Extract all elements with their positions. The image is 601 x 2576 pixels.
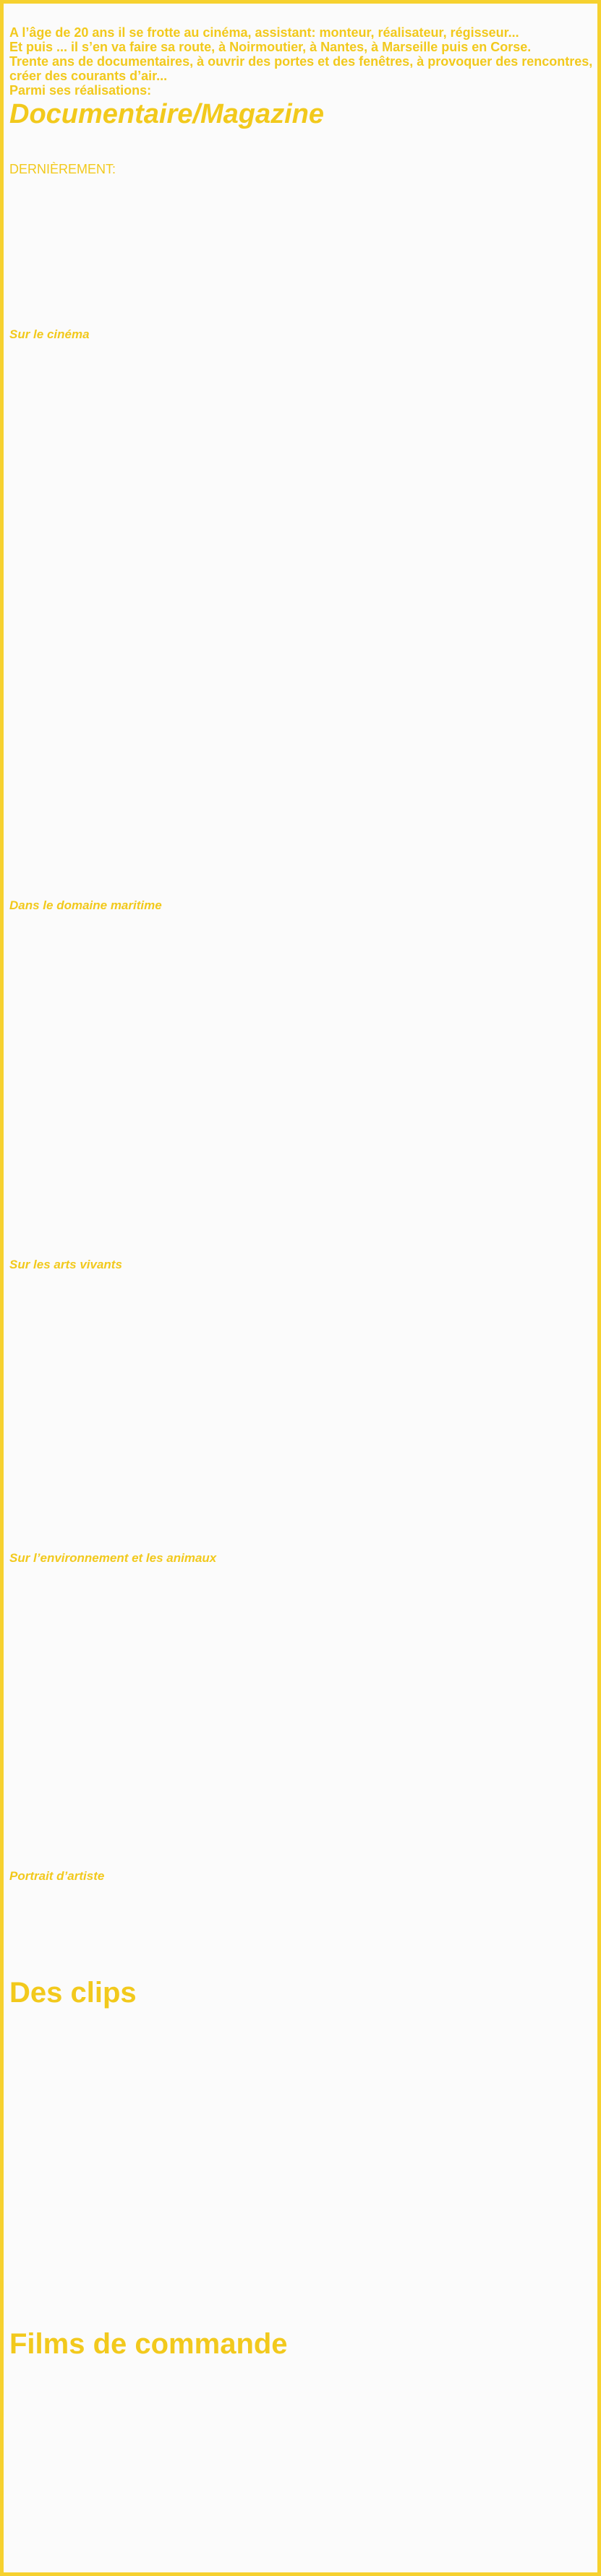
- heading-environnement-animaux: Sur l’environnement et les animaux: [9, 1551, 217, 1565]
- heading-domaine-maritime: Dans le domaine maritime: [9, 898, 162, 912]
- intro-text: [9, 25, 599, 98]
- intro-line-4: Parmi ses réalisations:: [9, 83, 152, 98]
- heading-documentaire-magazine: Documentaire/Magazine: [9, 99, 324, 129]
- heading-films-de-commande: Films de commande: [9, 2328, 288, 2360]
- label-dernierement: DERNIÈREMENT:: [9, 162, 116, 176]
- intro-line-1: A l’âge de 20 ans il se frotte au cinéma, assistant: monteur, réalisateur, régisseur...: [9, 25, 519, 40]
- heading-arts-vivants: Sur les arts vivants: [9, 1258, 122, 1271]
- heading-sur-le-cinema: Sur le cinéma: [9, 327, 90, 341]
- intro-line-3: Trente ans de documentaires, à ouvrir des portes et des fenêtres, à provoquer des rencontres, créer des courants d’air...: [9, 54, 593, 83]
- heading-des-clips: Des clips: [9, 1977, 137, 2009]
- heading-portrait-artiste: Portrait d’artiste: [9, 1869, 105, 1883]
- intro-line-2: Et puis ... il s’en va faire sa route, à Noirmoutier, à Nantes, à Marseille puis en Corse.: [9, 40, 532, 54]
